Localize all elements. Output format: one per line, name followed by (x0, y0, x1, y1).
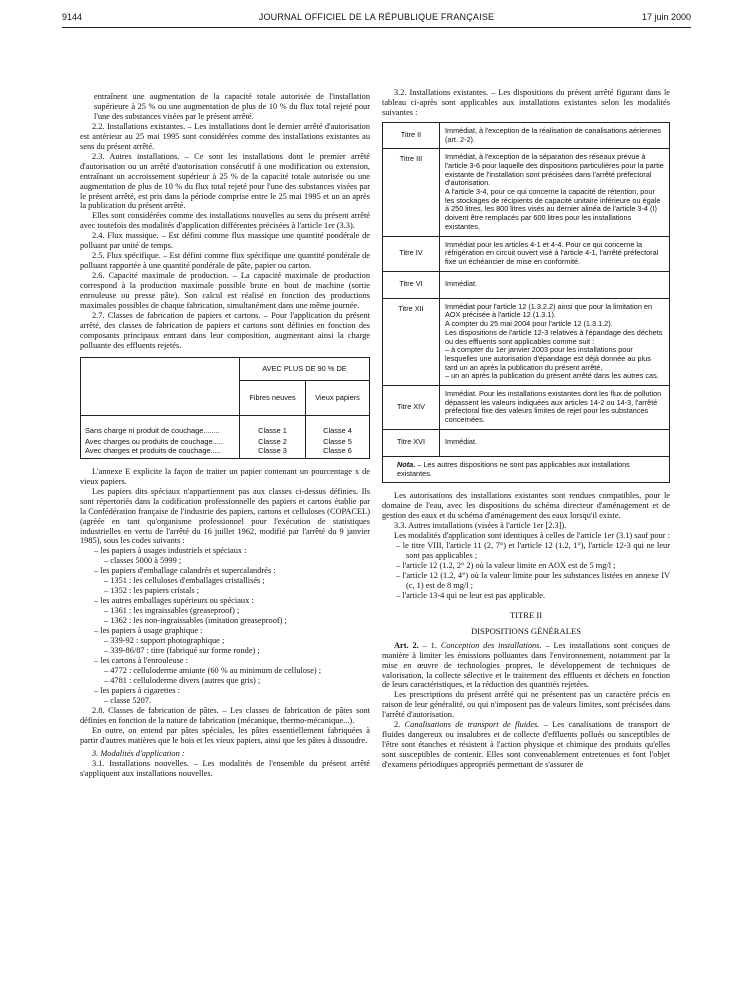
row-label: Titre IV (383, 236, 440, 271)
paragraph-number: 2. (394, 720, 405, 730)
row-label: Sans charge ni produit de couchage........ (81, 415, 240, 437)
table-header: AVEC PLUS DE 90 % DE (240, 357, 370, 380)
section-heading: DISPOSITIONS GÉNÉRALES (470, 625, 582, 636)
note-label: Nota. (397, 459, 416, 469)
article-number: – 1. (418, 640, 441, 650)
paragraph-text: – Les canalisations de transport de fluides dangereux ou insalubres et de collecte d'effluents pollués ou susceptibles de l'être sont étanches et résistent à l'action physique et chimique des produits qu'elles sont susceptibles de contenir. Elles sont convenablement entretenues et font l'objet d'examens périodiques appropriés permettant de s'assurer de (382, 720, 671, 770)
article-2 (382, 641, 670, 691)
cell-text: Les dispositions de l'article 12-3 relatives à l'épandage des déchets ou des effluents sont applicables comme suit : (445, 327, 663, 346)
paragraph: Les modalités d'application sont identiques à celles de l'article 1er (3.1) sauf pour : (394, 531, 670, 541)
header-rule (62, 27, 691, 28)
list-item: – les papiers d'emballage calandrés et supercalandrés : (94, 566, 276, 576)
table-row (81, 446, 370, 459)
table-row (383, 456, 670, 482)
exceptions-list (382, 541, 670, 601)
table-row (383, 149, 670, 236)
article-label: Art. 2. (394, 640, 419, 650)
row-label: Avec charges ou produits de couchage..... (81, 437, 240, 446)
column-header: Fibres neuves (240, 380, 306, 415)
cell-text: A compter du 25 mai 2004 pour l'article 12 (1.3.1.2). (445, 319, 613, 329)
cell-text: A l'article 3-4, pour ce qui concerne la capacité de rétention, pour les stockages de récipients de capacité unitaire inférieure ou égale à 250 litres, les 800 litres visés au dernier alinéa de l'article 3-4 (I) doivent être remplacés par 600 litres pour les installations existantes. (445, 187, 661, 231)
paragraph-2-3: 2.3. Autres installations. – Ce sont les installations dont le premier arrêté d'autorisation ou un arrêté d'autorisation consécutif à une modification ou extension, entraînant un accroissement supérieur à 25 % de la capacité totale autorisée ou une augmentation de plus de 10 % du flux total rejeté pour l'une des substances visées par le présent arrêté, est pris dans la période comprise entre le 25 mai 1995 et un an après la publication du présent arrêté. (80, 151, 370, 211)
paragraph-2-5: 2.5. Flux spécifique. – Est défini comme flux spécifique une quantité pondérale de polluant rapportée à une quantité pondérale de pâte, papier ou carton. (80, 251, 370, 271)
page-header (62, 12, 691, 26)
column-header: Vieux papiers (306, 380, 370, 415)
cell-text: Immédiat, à l'exception de la séparation des réseaux prévue à l'article 3-6 pour laquelle des dispositions particulières pour la partie existante de l'installation sont précisées dans l'arrêté préfectoral d'autorisation. (445, 152, 664, 188)
page-number: 9144 (62, 12, 83, 22)
list-item: – classe 5207. (104, 695, 152, 705)
paragraph-3-1: 3.1. Installations nouvelles. – Les modalités de l'ensemble du présent arrêté s'appliquent aux installations nouvelles. (80, 759, 370, 779)
list-item: – le titre VIII, l'article 11 (2, 7°) et l'article 12 (1.2, 1°), l'article 12-3 qui ne leur sont pas applicables ; (396, 541, 670, 560)
list-item: – les papiers à usage graphique : (94, 626, 203, 636)
list-item: – l'article 12 (1.2, 2° 2) où la valeur limite en AOX est de 5 mg/l ; (396, 560, 616, 570)
paragraph: En outre, on entend par pâtes spéciales, les pâtes essentiellement fabriquées à partir d'autres matières que le bois et les vieux papiers, ainsi que les pâtes à dissoudre. (80, 725, 370, 745)
paragraph-2-8: 2.8. Classes de fabrication de pâtes. – Les classes de fabrication de pâtes sont définies en fonction de la nature de fabrication (mécanique, thermo-mécanique...). (80, 705, 370, 725)
list-item: – les papiers à usages industriels et spéciaux : (94, 546, 247, 556)
journal-title: JOURNAL OFFICIEL DE LA RÉPUBLIQUE FRANÇAISE (258, 12, 495, 22)
table-cell (440, 298, 670, 385)
cell-text: Immédiat pour les articles 4-1 et 4-4. Pour ce qui concerne la réfrigération en circuit ouvert visé à l'article 4-1, l'arrêté préfectoral fixe un échéancier de mise en conformité. (445, 239, 659, 266)
cell-text: Immédiat pour l'article 12 (1.3.2.2) ainsi que pour la limitation en AOX précisée à l'article 12 (1.3.1). (445, 301, 653, 320)
list-item: – 1352 : les papiers cristals ; (104, 586, 200, 596)
list-item: – l'article 13-4 qui ne leur est pas applicable. (396, 590, 546, 600)
list-item: – 4772 : celluloderme amiante (60 % au minimum de cellulose) ; (104, 665, 322, 675)
existing-installations-table (382, 122, 670, 483)
list-item: – 339-92 : support photographique ; (104, 635, 225, 645)
table-cell (440, 149, 670, 236)
row-label: Titre II (383, 122, 440, 148)
cell-text: Immédiat. (445, 279, 478, 289)
paragraph-2-7: 2.7. Classes de fabrication de papiers et cartons. – Pour l'application du présent arrêté, des classes de fabrication de papiers et cartons sont définies en fonction des composants principaux entrant dans leur composition, augmentant ainsi la charge polluante des effluents rejetés. (80, 310, 370, 350)
table-cell (440, 122, 670, 148)
list-item: – les papiers à cigarettes : (94, 685, 180, 695)
section-3-heading: 3. Modalités d'application : (92, 749, 185, 759)
article-title: Conception des installations. (440, 640, 542, 650)
table-cell: Classe 4 (306, 415, 370, 437)
table-cell: Classe 1 (240, 415, 306, 437)
list-item: – 1351 : les celluloses d'emballages cristallisés ; (104, 576, 265, 586)
row-label: Titre III (383, 149, 440, 236)
table-cell: Classe 5 (306, 437, 370, 446)
cell-text: – un an après la publication du présent arrêté dans les autres cas. (445, 371, 659, 381)
left-column (80, 92, 370, 779)
table-cell: Classe 6 (306, 446, 370, 459)
table-cell (440, 429, 670, 456)
table-cell (440, 236, 670, 271)
paragraph: Les prescriptions du présent arrêté qui ne présentent pas un caractère précis en raison de leur généralité, ou qui n'imposent pas de valeurs limites, sont précisées dans l'arrêté d'autorisation. (382, 690, 670, 720)
paragraph: Elles sont considérées comme des installations nouvelles au sens du présent arrêté avec toutefois des modalités d'application différentes précisées à l'article 1er (3.3). (80, 211, 370, 231)
table-row (81, 415, 370, 437)
list-item: – classes 5000 à 5999 ; (104, 556, 182, 566)
row-label: Titre VI (383, 271, 440, 298)
paragraph-2-2-canalisations (382, 720, 670, 770)
cell-text: Immédiat. (445, 437, 478, 447)
table-cell: Classe 3 (240, 446, 306, 459)
cell-text: Immédiat. Pour les installations existantes dont les flux de pollution dépassent les valeurs indiquées aux articles 14-2 ou 14-3, l'arrêté préfectoral fixe des valeurs limites de rejet pour les substances concernées. (445, 389, 662, 425)
special-papers-list (80, 546, 370, 705)
table-note (383, 456, 670, 482)
paragraph: Les papiers dits spéciaux n'appartiennent pas aux classes ci-dessus définies. Ils sont répertoriés dans la codification professionnelle des papiers et cartons établie par la Confédération française de l'industrie des papiers, cartons et celluloses (COPACEL) (agréée en tant qu'organisme professionnel pour l'exécution de statistiques industrielles en vertu de l'arrêté du 16 juillet 1962, modifié par l'arrêté du 9 janvier 1985), sous les codes suivants : (80, 486, 370, 546)
publication-date: 17 juin 2000 (641, 12, 691, 22)
table-row (383, 386, 670, 430)
list-item: – 339-86/87 : titre (fabriqué sur forme ronde) ; (104, 645, 260, 655)
paragraph: entraînent une augmentation de la capacité totale autorisée de l'installation supérieure à 25 % ou une augmentation de plus de 10 % du flux total rejeté pour l'une des substances visées par le présent arrêté. (94, 92, 370, 121)
table-row (383, 298, 670, 385)
paragraph-2-6: 2.6. Capacité maximale de production. – La capacité maximale de production correspond à la production maximale possible brute en bout de machine (sortie enrouleuse ou presse pâte). Son calcul est réalisé en fonction des productions maximales possibles de chaque fabrication, simultanément dans une même journée. (80, 271, 370, 311)
table-row (383, 122, 670, 148)
table-row (81, 437, 370, 446)
paragraph: L'annexe E explicite la façon de traiter un papier contenant un pourcentage x de vieux papiers. (80, 466, 370, 486)
paragraph-2-2: 2.2. Installations existantes. – Les installations dont le dernier arrêté d'autorisation est antérieur au 25 mai 1995 sont considérées comme des installations existantes au sens du présent arrêté. (80, 121, 370, 151)
right-column (382, 88, 670, 770)
list-item: – 1362 : les non-ingraissables (imitation greaseproof) ; (104, 616, 287, 626)
table-cell (440, 271, 670, 298)
row-label: Avec charges et produits de couchage..... (81, 446, 240, 459)
paragraph: Les autorisations des installations existantes sont rendues compatibles, pour le domaine de l'eau, avec les dispositions du schéma directeur d'aménagement et de gestion des eaux et du schéma d'aménagement des eaux lorsqu'il existe. (382, 491, 670, 521)
list-item: – 4781 : celluloderme divers (autres que gris) ; (104, 675, 261, 685)
title-heading: TITRE II (509, 609, 543, 620)
table-cell: Classe 2 (240, 437, 306, 446)
row-label: Titre XIV (383, 386, 440, 430)
table-cell (440, 386, 670, 430)
list-item: – les cartons à l'enrouleuse : (94, 655, 188, 665)
row-label: Titre XVI (383, 429, 440, 456)
article-text: – Les installations sont conçues de manière à limiter les émissions polluantes dans l'environnement, notamment par la mise en œuvre de technologies propres, le développement de techniques de valorisation, la collecte sélective et le traitement des effluents et déchets en fonction de leurs caractéristiques, et la réduction des quantités rejetées. (382, 640, 670, 690)
list-item: – les autres emballages supérieurs ou spéciaux : (94, 596, 254, 606)
paragraph-title: Canalisations de transport de fluides. (404, 720, 540, 730)
paragraph-3-3: 3.3. Autres installations (visées à l'article 1er [2.3]). (394, 521, 567, 531)
row-label: Titre XII (383, 298, 440, 385)
paragraph-3-2: 3.2. Installations existantes. – Les dispositions du présent arrêté figurant dans le tableau ci-après sont applicables aux installations existantes selon les modalités suivantes : (382, 88, 670, 117)
note-text: – Les autres dispositions ne sont pas applicables aux installations existantes. (397, 459, 630, 478)
table-row (383, 271, 670, 298)
classes-table (80, 357, 370, 459)
cell-text: Immédiat, à l'exception de la réalisation de canalisations aériennes (art. 2-2). (445, 125, 661, 144)
cell-text: – à compter du 1er janvier 2003 pour les installations pour lesquelles une autorisation d'épandage est déjà donnée au plus tard un an après la publication du présent arrêté, (445, 345, 651, 372)
paragraph-2-4: 2.4. Flux massique. – Est défini comme flux massique une quantité pondérale de polluant par unité de temps. (80, 231, 370, 251)
list-item: – 1361 : les ingraissables (greaseproof) ; (104, 606, 240, 616)
list-item: – l'article 12 (1.2, 4°) où la valeur limite pour les substances listées en annexe IV (c, 1) est de 8 mg/l ; (396, 570, 670, 590)
table-row (383, 429, 670, 456)
table-row (383, 236, 670, 271)
